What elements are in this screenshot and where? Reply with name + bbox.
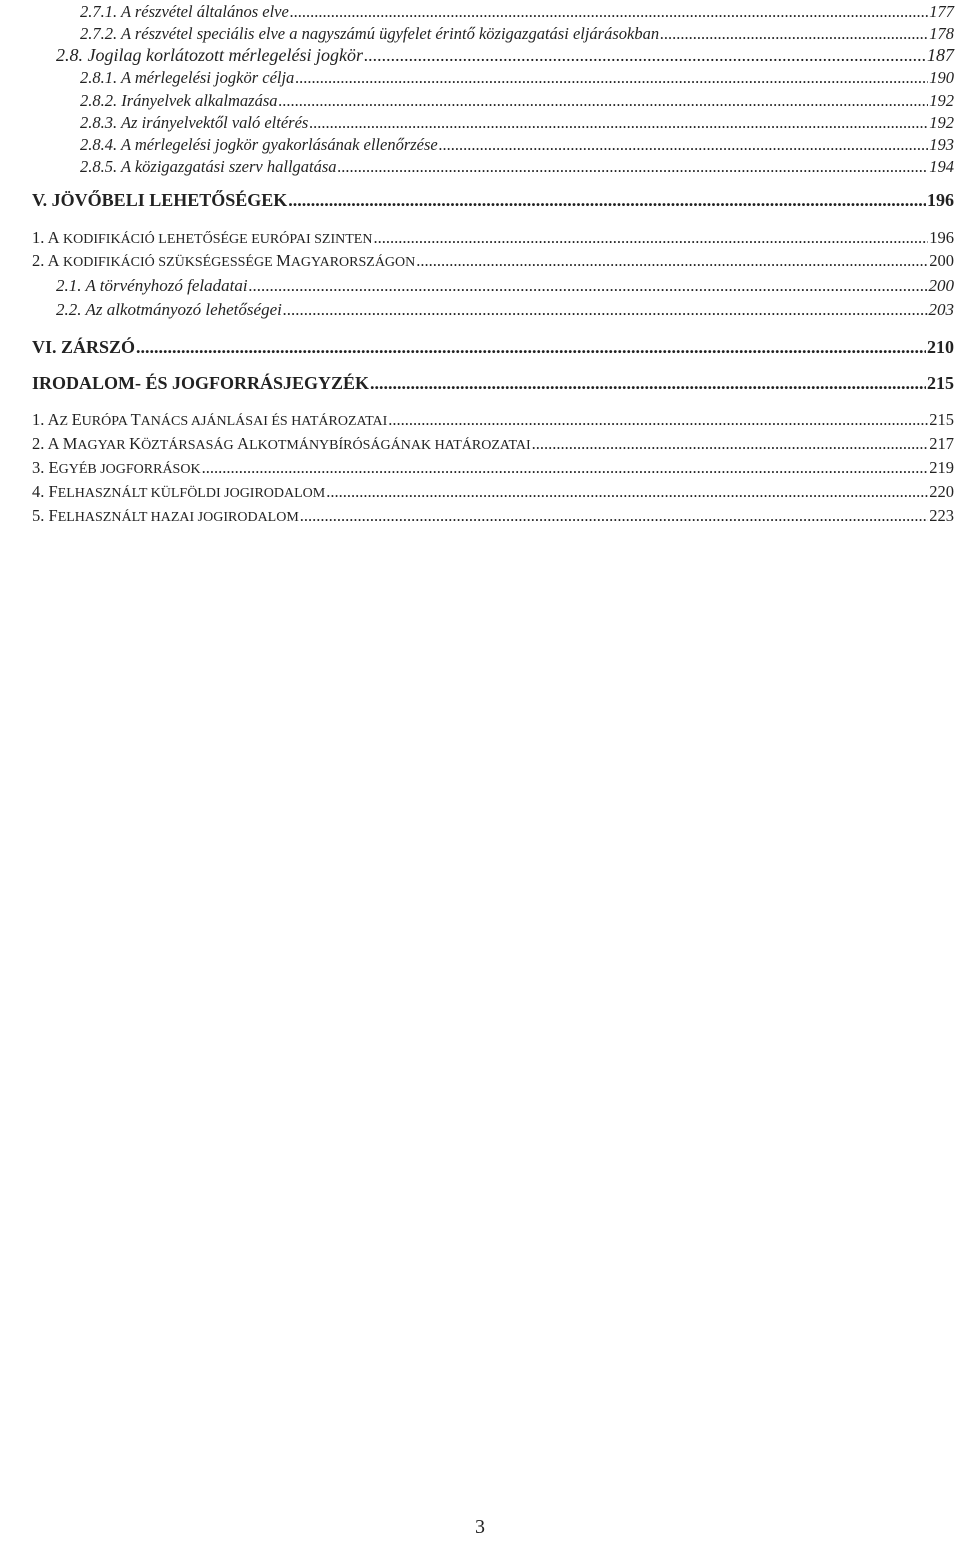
toc-entry-title: 2.1. A törvényhozó feladatai	[56, 276, 248, 295]
toc-leader-dots	[288, 190, 926, 211]
toc-entry-title: IRODALOM- ÉS JOGFORRÁSJEGYZÉK	[32, 373, 370, 393]
toc-title-part: A	[237, 434, 250, 453]
toc-page-number: 217	[929, 434, 954, 453]
toc-section	[32, 506, 954, 526]
toc-chapter	[32, 190, 954, 211]
toc-title-part: 4. F	[32, 482, 58, 501]
toc-page-number: 190	[929, 68, 954, 87]
toc-leader-dots	[364, 45, 926, 66]
toc-entry	[56, 45, 954, 66]
toc-section	[32, 251, 954, 271]
toc-leader-dots	[388, 410, 928, 430]
toc-page-number: 178	[929, 24, 954, 43]
toc-leader-dots	[532, 434, 929, 454]
toc-title-part: ELHASZNÁLT HAZAI JOGIRODALOM	[57, 510, 299, 525]
toc-leader-dots	[202, 458, 929, 478]
toc-page-number: 203	[928, 300, 954, 319]
toc-section	[32, 228, 954, 248]
toc-page-number: 210	[927, 337, 954, 357]
toc-page-number: 177	[929, 2, 954, 21]
toc-entry-title: V. JÖVŐBELI LEHETŐSÉGEK	[32, 190, 288, 210]
page-number: 3	[475, 1516, 485, 1538]
toc-chapter	[32, 373, 954, 394]
toc-page-number: 196	[927, 190, 954, 210]
toc-title-part: KODIFIKÁCIÓ LEHETŐSÉGE EURÓPAI SZINTEN	[59, 232, 373, 247]
toc-entry-title: 2.8. Jogilag korlátozott mérlegelési jogkör	[56, 45, 363, 65]
toc-entry	[56, 300, 954, 320]
toc-title-part: 2. A	[32, 434, 63, 453]
toc-title-part: T	[130, 410, 141, 429]
toc-entry-title	[32, 410, 387, 430]
toc-title-part: M	[62, 434, 78, 453]
toc-entry-title: 2.8.1. A mérlegelési jogkör célja	[80, 68, 295, 87]
toc-leader-dots	[136, 337, 926, 358]
toc-leader-dots	[373, 228, 928, 248]
toc-title-part: GYÉB JOGFORRÁSOK	[58, 462, 201, 477]
toc-leader-dots	[416, 251, 928, 271]
toc-entry-title	[32, 434, 531, 454]
toc-title-part: 3. E	[32, 458, 59, 477]
toc-page-number: 192	[929, 91, 954, 110]
toc-entry-title: 2.8.3. Az irányelvektől való eltérés	[80, 113, 309, 132]
toc-title-part: 1. A	[32, 410, 60, 429]
toc-entry-title	[32, 482, 325, 502]
toc-title-part: AGYARORSZÁGON	[290, 255, 416, 270]
toc-title-part: Z	[59, 414, 72, 429]
toc-title-part: 5. F	[32, 506, 58, 525]
toc-entry-title	[32, 251, 415, 271]
toc-entry	[80, 68, 954, 88]
toc-leader-dots	[279, 91, 929, 111]
toc-leader-dots	[326, 482, 928, 502]
toc-chapter	[32, 337, 954, 358]
toc-leader-dots	[295, 68, 928, 88]
toc-leader-dots	[283, 300, 928, 320]
toc-page-number: 193	[929, 135, 954, 154]
toc-title-part: ÖZTÁRSASÁG	[141, 438, 238, 453]
toc-entry-title	[32, 458, 201, 478]
toc-leader-dots	[300, 506, 928, 526]
toc-entry-title: 2.2. Az alkotmányozó lehetőségei	[56, 300, 282, 319]
toc-entry	[80, 157, 954, 177]
toc-title-part: K	[129, 434, 142, 453]
toc-page-number: 219	[929, 458, 954, 477]
toc-title-part: 1. A	[32, 228, 60, 247]
toc-entry-title: VI. ZÁRSZÓ	[32, 337, 136, 357]
toc-title-part: E	[71, 410, 82, 429]
toc-page-number: 215	[927, 373, 954, 393]
toc-page-number: 223	[929, 506, 954, 525]
toc-page-number: 215	[929, 410, 954, 429]
toc-title-part: KODIFIKÁCIÓ SZÜKSÉGESSÉGE	[59, 255, 277, 270]
toc-title-part: 2. A	[32, 251, 60, 270]
toc-entry-title: 2.7.1. A részvétel általános elve	[80, 2, 289, 21]
toc-entry-title: 2.8.5. A közigazgatási szerv hallgatása	[80, 157, 337, 176]
toc-entry-title: 2.8.2. Irányelvek alkalmazása	[80, 91, 278, 110]
toc-title-part: URÓPA	[81, 414, 131, 429]
toc-page-number: 196	[929, 228, 954, 247]
toc-entry	[80, 113, 954, 133]
toc-entry	[80, 2, 954, 22]
toc-page-number: 200	[928, 276, 954, 295]
toc-entry-title	[32, 228, 372, 248]
toc-section	[32, 458, 954, 478]
toc-entry	[80, 91, 954, 111]
toc-entry-title: 2.8.4. A mérlegelési jogkör gyakorlásának ellenőrzése	[80, 135, 438, 154]
toc-leader-dots	[338, 157, 929, 177]
toc-page-number: 192	[929, 113, 954, 132]
toc-section	[32, 410, 954, 430]
toc-page-number: 220	[929, 482, 954, 501]
toc-leader-dots	[290, 2, 928, 22]
toc-section	[32, 482, 954, 502]
toc-title-part: LKOTMÁNYBÍRÓSÁGÁNAK HATÁROZATAI	[249, 438, 531, 453]
toc-title-part: ANÁCS AJÁNLÁSAI ÉS HATÁROZATAI	[140, 414, 388, 429]
toc-leader-dots	[370, 373, 926, 394]
toc-entry	[56, 276, 954, 296]
toc-entry	[80, 24, 954, 44]
toc-page-number: 194	[929, 157, 954, 176]
toc-entry	[80, 135, 954, 155]
toc-entry-title	[32, 506, 299, 526]
toc-title-part: AGYAR	[77, 438, 130, 453]
toc-section	[32, 434, 954, 454]
toc-leader-dots	[249, 276, 928, 296]
toc-leader-dots	[309, 113, 928, 133]
toc-entry-title: 2.7.2. A részvétel speciális elve a nagyszámú ügyfelet érintő közigazgatási eljárásokban	[80, 24, 660, 43]
toc-page-number: 187	[927, 45, 954, 65]
toc-leader-dots	[660, 24, 928, 44]
toc-leader-dots	[439, 135, 929, 155]
toc-title-part: ELHASZNÁLT KÜLFÖLDI JOGIRODALOM	[57, 486, 326, 501]
toc-title-part: M	[276, 251, 291, 270]
toc-page-number: 200	[929, 251, 954, 270]
